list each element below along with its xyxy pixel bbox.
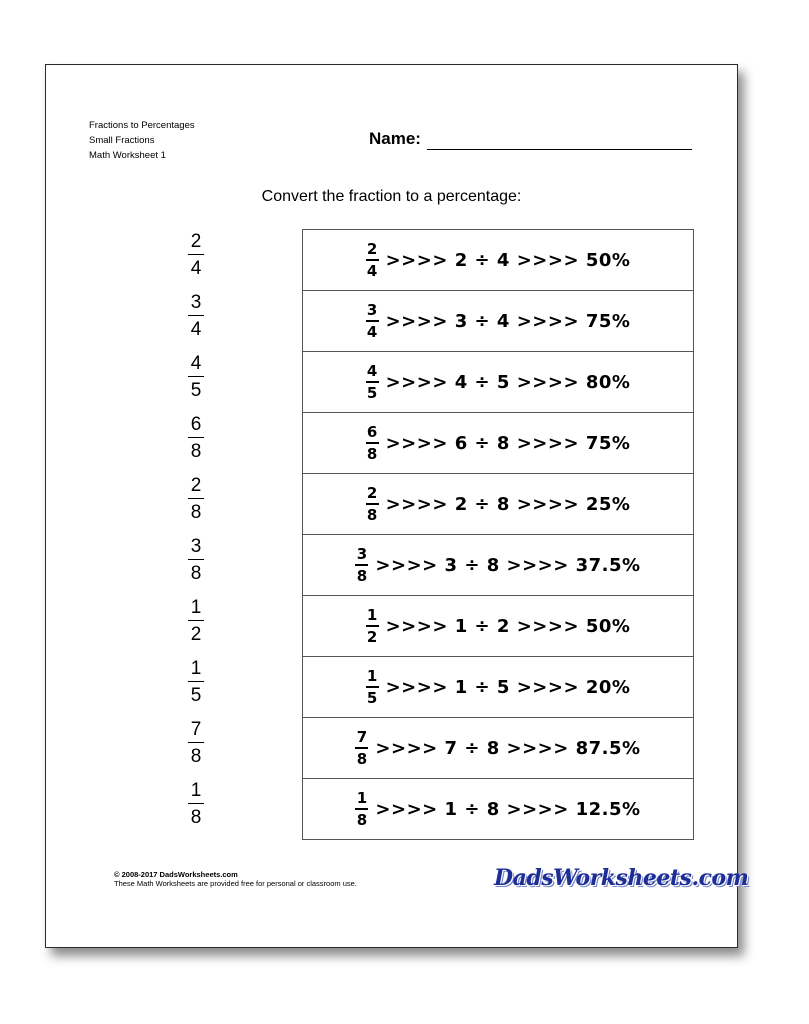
worksheet-meta	[89, 118, 195, 163]
divisor: 8	[486, 554, 500, 576]
fraction-denominator: 5	[366, 383, 378, 402]
dividend: 3	[454, 310, 468, 332]
divisor: 8	[496, 493, 510, 515]
answer-expression	[386, 250, 631, 271]
answer-percentage: 75%	[585, 310, 631, 332]
fraction-numerator: 1	[190, 597, 202, 618]
fraction-numerator: 1	[356, 788, 368, 807]
fraction-denominator: 2	[366, 627, 378, 646]
fraction-numerator: 3	[356, 544, 368, 563]
fraction-denominator: 5	[190, 685, 202, 706]
fraction-bar	[188, 498, 204, 499]
fraction-bar	[366, 381, 379, 383]
answer-expression	[386, 616, 631, 637]
problem-fraction	[176, 475, 216, 536]
answer-expression	[375, 799, 640, 820]
divide-symbol: ÷	[474, 676, 491, 698]
name-line	[427, 149, 692, 150]
arrows: >>>>	[516, 676, 580, 698]
divide-symbol: ÷	[474, 310, 491, 332]
problem-fraction	[176, 353, 216, 414]
answer-percentage: 25%	[585, 493, 631, 515]
footer	[114, 870, 357, 888]
fraction-denominator: 4	[190, 258, 202, 279]
divisor: 8	[486, 737, 500, 759]
divisor: 2	[496, 615, 510, 637]
answer-row	[303, 657, 693, 718]
arrows: >>>>	[516, 493, 580, 515]
answer-expression	[386, 677, 631, 698]
answer-percentage: 80%	[585, 371, 631, 393]
problem-fraction	[176, 780, 216, 841]
divide-symbol: ÷	[464, 554, 480, 576]
fraction-bar	[355, 747, 368, 749]
answer-row	[303, 413, 693, 474]
fraction-denominator: 4	[190, 319, 202, 340]
divisor: 5	[496, 676, 510, 698]
fraction-denominator: 8	[190, 746, 202, 767]
fraction-denominator: 8	[190, 441, 202, 462]
fraction-bar	[188, 803, 204, 804]
problem-fraction	[176, 231, 216, 292]
problem-fractions-column	[176, 231, 216, 841]
answer-expression	[386, 433, 631, 454]
fraction-numerator: 3	[190, 536, 202, 557]
answer-row	[303, 230, 693, 291]
fraction-bar	[366, 259, 379, 261]
arrows: >>>>	[375, 554, 438, 576]
arrows: >>>>	[385, 371, 448, 393]
fraction-denominator: 8	[356, 566, 368, 585]
fraction-numerator: 3	[190, 292, 202, 313]
divide-symbol: ÷	[474, 371, 491, 393]
answer-percentage: 50%	[585, 615, 631, 637]
name-label: Name:	[369, 129, 421, 148]
instruction: Convert the fraction to a percentage:	[261, 188, 522, 205]
dividend: 1	[454, 676, 468, 698]
fraction-bar	[188, 254, 204, 255]
arrows: >>>>	[375, 798, 438, 820]
worksheet-page	[45, 64, 749, 948]
meta-worksheet-number: Math Worksheet 1	[89, 150, 166, 161]
arrows: >>>>	[385, 615, 448, 637]
fraction-numerator: 7	[190, 719, 202, 740]
answer-expression	[386, 494, 631, 515]
fraction-denominator: 5	[366, 688, 378, 707]
answer-fraction	[366, 668, 379, 707]
answer-table	[302, 229, 694, 840]
arrows: >>>>	[506, 737, 569, 759]
arrows: >>>>	[506, 798, 569, 820]
dividend: 3	[444, 554, 458, 576]
fraction-bar	[188, 376, 204, 377]
fraction-numerator: 2	[366, 483, 378, 502]
fraction-bar	[366, 686, 379, 688]
fraction-bar	[188, 437, 204, 438]
answer-fraction	[366, 241, 379, 280]
answer-percentage: 87.5%	[575, 737, 641, 759]
meta-subtopic: Small Fractions	[89, 135, 155, 146]
fraction-denominator: 2	[190, 624, 202, 645]
answer-fraction	[355, 729, 368, 768]
dividend: 2	[454, 493, 468, 515]
dividend: 1	[444, 798, 458, 820]
divide-symbol: ÷	[474, 249, 491, 271]
fraction-denominator: 4	[366, 322, 378, 341]
fraction-bar	[366, 625, 379, 627]
arrows: >>>>	[375, 737, 438, 759]
problem-fraction	[176, 536, 216, 597]
arrows: >>>>	[516, 432, 580, 454]
dividend: 7	[444, 737, 458, 759]
fraction-bar	[188, 681, 204, 682]
problem-fraction	[176, 658, 216, 719]
fraction-bar	[188, 742, 204, 743]
fraction-denominator: 4	[366, 261, 378, 280]
fraction-numerator: 1	[190, 780, 202, 801]
fraction-denominator: 5	[190, 380, 202, 401]
fraction-numerator: 1	[190, 658, 202, 679]
fraction-bar	[366, 320, 379, 322]
footer-note: These Math Worksheets are provided free for personal or classroom use.	[114, 879, 357, 888]
answer-percentage: 75%	[585, 432, 631, 454]
answer-fraction	[366, 363, 379, 402]
fraction-numerator: 2	[190, 231, 202, 252]
fraction-bar	[355, 808, 368, 810]
fraction-numerator: 1	[366, 666, 378, 685]
fraction-denominator: 8	[366, 444, 378, 463]
fraction-denominator: 8	[356, 810, 368, 829]
arrows: >>>>	[516, 615, 580, 637]
fraction-numerator: 6	[366, 422, 378, 441]
answer-percentage: 50%	[585, 249, 631, 271]
divide-symbol: ÷	[474, 615, 491, 637]
fraction-denominator: 8	[366, 505, 378, 524]
answer-fraction	[355, 546, 368, 585]
fraction-numerator: 4	[366, 361, 378, 380]
problem-fraction	[176, 597, 216, 658]
divisor: 5	[496, 371, 510, 393]
answer-expression	[375, 555, 640, 576]
answer-percentage: 12.5%	[575, 798, 641, 820]
problem-fraction	[176, 414, 216, 475]
answer-row	[303, 291, 693, 352]
answer-row	[303, 474, 693, 535]
dividend: 6	[454, 432, 468, 454]
answer-fraction	[366, 485, 379, 524]
divisor: 4	[496, 249, 510, 271]
fraction-numerator: 7	[356, 727, 368, 746]
arrows: >>>>	[516, 310, 580, 332]
divisor: 8	[496, 432, 510, 454]
divide-symbol: ÷	[464, 798, 480, 820]
fraction-denominator: 8	[356, 749, 368, 768]
fraction-bar	[366, 442, 379, 444]
divisor: 4	[496, 310, 510, 332]
dividend: 2	[454, 249, 468, 271]
divide-symbol: ÷	[474, 493, 491, 515]
dadsworksheets-logo: DadsWorksheets.com	[494, 865, 749, 891]
answer-row	[303, 352, 693, 413]
answer-row	[303, 718, 693, 779]
fraction-denominator: 8	[190, 563, 202, 584]
fraction-numerator: 6	[190, 414, 202, 435]
answer-fraction	[355, 790, 368, 829]
divide-symbol: ÷	[474, 432, 491, 454]
arrows: >>>>	[385, 432, 448, 454]
fraction-numerator: 1	[366, 605, 378, 624]
arrows: >>>>	[506, 554, 569, 576]
problem-fraction	[176, 719, 216, 780]
fraction-denominator: 8	[190, 807, 202, 828]
dividend: 4	[454, 371, 468, 393]
arrows: >>>>	[385, 310, 448, 332]
answer-fraction	[366, 302, 379, 341]
arrows: >>>>	[385, 249, 448, 271]
problem-fraction	[176, 292, 216, 353]
fraction-numerator: 3	[366, 300, 378, 319]
arrows: >>>>	[385, 493, 448, 515]
answer-percentage: 20%	[585, 676, 631, 698]
footer-copyright: © 2008-2017 DadsWorksheets.com	[114, 870, 238, 879]
meta-topic: Fractions to Percentages	[89, 120, 195, 131]
dividend: 1	[454, 615, 468, 637]
fraction-numerator: 2	[366, 239, 378, 258]
fraction-bar	[366, 503, 379, 505]
arrows: >>>>	[516, 249, 580, 271]
answer-row	[303, 779, 693, 839]
answer-row	[303, 535, 693, 596]
arrows: >>>>	[385, 676, 448, 698]
fraction-numerator: 4	[190, 353, 202, 374]
answer-row	[303, 596, 693, 657]
arrows: >>>>	[516, 371, 580, 393]
answer-fraction	[366, 424, 379, 463]
answer-expression	[386, 311, 631, 332]
answer-expression	[375, 738, 640, 759]
fraction-denominator: 8	[190, 502, 202, 523]
fraction-bar	[355, 564, 368, 566]
fraction-bar	[188, 620, 204, 621]
fraction-numerator: 2	[190, 475, 202, 496]
fraction-bar	[188, 559, 204, 560]
divisor: 8	[486, 798, 500, 820]
fraction-bar	[188, 315, 204, 316]
answer-fraction	[366, 607, 379, 646]
divide-symbol: ÷	[464, 737, 480, 759]
answer-expression	[386, 372, 631, 393]
answer-percentage: 37.5%	[575, 554, 641, 576]
